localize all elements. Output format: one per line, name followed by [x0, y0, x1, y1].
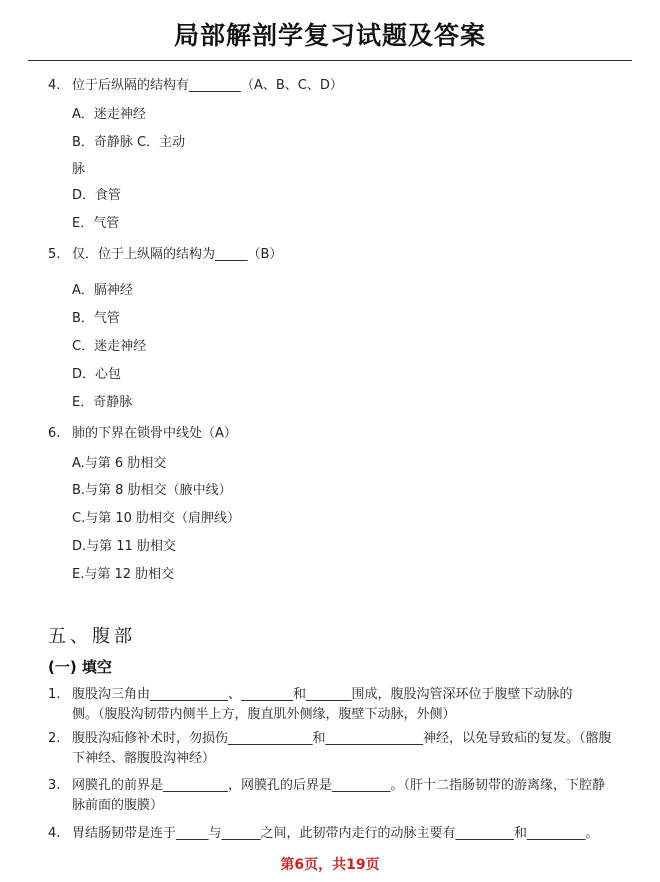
question-text: 胃结肠韧带是连于_____与______之间，此韧带内走行的动脉主要有_________和_________。	[72, 826, 599, 841]
answer-option-continuation: 脉	[72, 162, 86, 177]
question-stem: 仅．位于上纵隔的结构为_____（B）	[72, 247, 283, 262]
section-heading: 五、腹部	[48, 626, 136, 647]
answer-option: A．迷走神经	[72, 107, 146, 122]
answer-option: C.与第 10 肋相交（肩胛线）	[72, 511, 241, 526]
question-text-continuation: 侧。（腹股沟韧带内侧半上方，腹直肌外侧缘，腹壁下动脉，外侧）	[72, 707, 456, 722]
subsection-heading: (一) 填空	[48, 658, 112, 676]
answer-option: E．气管	[72, 216, 120, 231]
answer-option: D．食管	[72, 188, 122, 203]
question-number: 2.	[48, 731, 61, 746]
question-stem: 肺的下界在锁骨中线处（A）	[72, 426, 237, 441]
answer-option: B.与第 8 肋相交（腋中线）	[72, 483, 232, 498]
answer-option: D.与第 11 肋相交	[72, 539, 176, 554]
title-divider	[28, 60, 632, 61]
question-number: 4.	[48, 78, 61, 93]
answer-option: C．迷走神经	[72, 339, 147, 354]
question-text: 腹股沟三角由____________、________和_______围成，腹股沟管深环位于腹壁下动脉的	[72, 687, 573, 702]
question-number: 1.	[48, 687, 61, 702]
answer-option: B．奇静脉 C．主动	[72, 135, 186, 150]
answer-option: B．气管	[72, 311, 120, 326]
document-title: 局部解剖学复习试题及答案	[173, 21, 486, 50]
question-number: 4.	[48, 826, 61, 841]
question-stem: 位于后纵隔的结构有________（A、B、C、D）	[72, 78, 343, 93]
question-text-continuation: 脉前面的腹膜）	[72, 798, 164, 813]
page-footer: 第6页，共19页	[280, 857, 380, 873]
question-number: 5.	[48, 247, 61, 262]
answer-option: A．膈神经	[72, 283, 133, 298]
question-text: 腹股沟疝修补术时，勿损伤_____________和_______________神经，以免导致疝的复发。（髂腹	[72, 731, 612, 746]
answer-option: A.与第 6 肋相交	[72, 456, 167, 471]
answer-option: D．心包	[72, 367, 122, 382]
answer-option: E．奇静脉	[72, 395, 133, 410]
question-number: 6.	[48, 426, 61, 441]
answer-option: E.与第 12 肋相交	[72, 567, 175, 582]
question-text: 网膜孔的前界是__________，网膜孔的后界是_________。（肝十二指肠韧带的游离缘，下腔静	[72, 778, 606, 793]
question-number: 3.	[48, 778, 61, 793]
question-text-continuation: 下神经、髂腹股沟神经）	[72, 751, 216, 766]
